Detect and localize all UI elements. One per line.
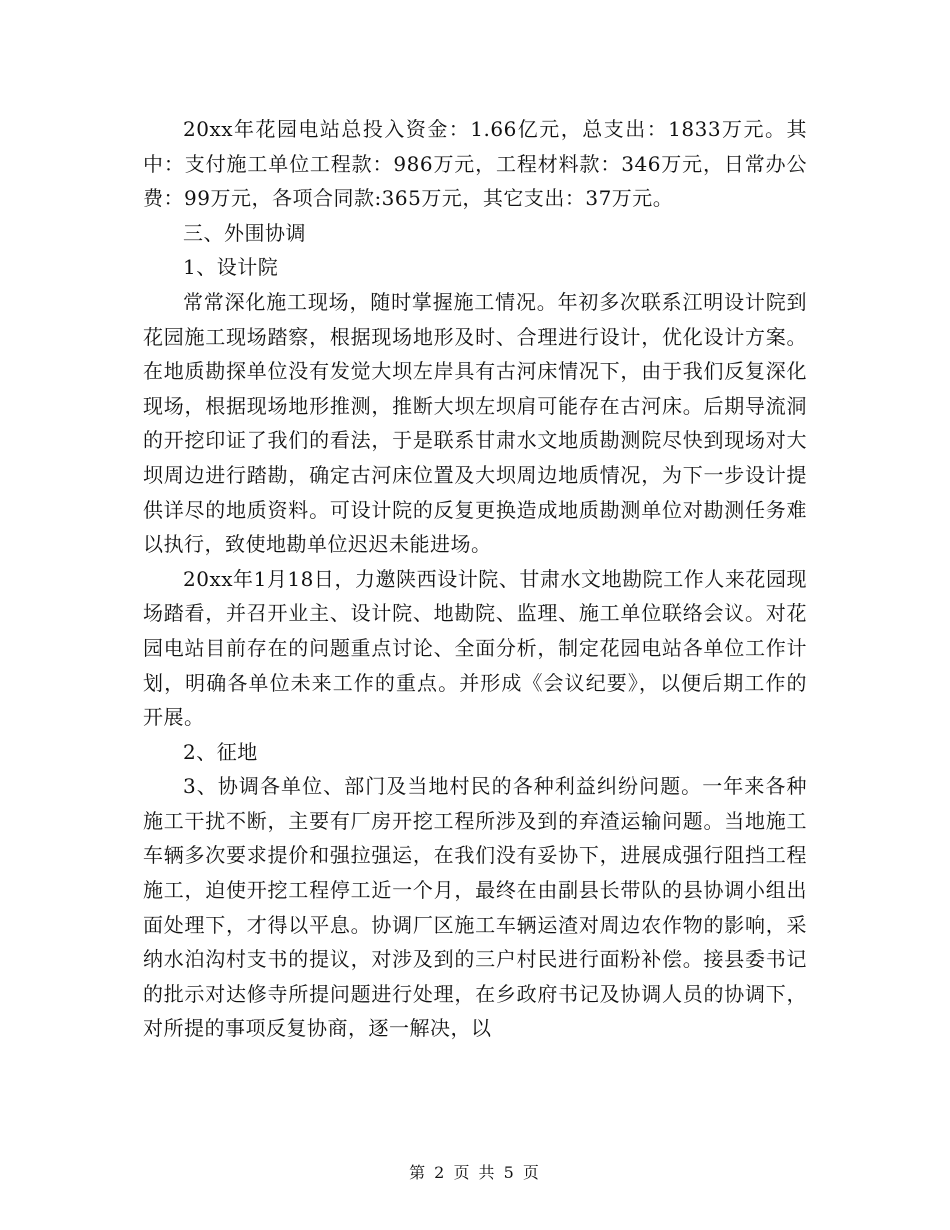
subheading-land-acquisition: 2、征地 xyxy=(183,739,258,764)
paragraph-investment: 20xx年花园电站总投入资金：1.66亿元，总支出：1833万元。其中：支付施工单位工程款：986万元，工程材料款：346万元，日常办公费：99万元，各项合同款:365万元，其它支出：37万元。 xyxy=(143,117,807,211)
paragraph-coordination: 3、协调各单位、部门及当地村民的各种利益纠纷问题。一年来各种施工干扰不断，主要有厂房开挖工程所涉及到的弃渣运输问题。当地施工车辆多次要求提价和强拉强运，在我们没有妥协下，进展成强行阻挡工程施工，迫使开挖工程停工近一个月，最终在由副县长带队的县协调小组出面处理下，才得以平息。协调厂区施工车辆运渣对周边农作物的影响，采纳水泊沟村支书的提议，对涉及到的三户村民进行面粉补偿。接县委书记的批示对达修寺所提问题进行处理，在乡政府书记及协调人员的协调下，对所提的事项反复协商，逐一解决，以 xyxy=(143,774,807,1041)
page-footer: 第 2 页 共 5 页 xyxy=(409,1163,541,1182)
paragraph-meeting: 20xx年1月18日，力邀陕西设计院、甘肃水文地勘院工作人来花园现场踏看，并召开业主、设计院、地勘院、监理、施工单位联络会议。对花园电站目前存在的问题重点讨论、全面分析，制定花园电站各单位工作计划，明确各单位未来工作的重点。并形成《会议纪要》，以便后期工作的开展。 xyxy=(143,566,807,730)
paragraph-design-institute: 常常深化施工现场，随时掌握施工情况。年初多次联系江明设计院到花园施工现场踏察，根据现场地形及时、合理进行设计，优化设计方案。在地质勘探单位没有发觉大坝左岸具有古河床情况下，由于我们反复深化现场，根据现场地形推测，推断大坝左坝肩可能存在古河床。后期导流洞的开挖印证了我们的看法，于是联系甘肃水文地质勘测院尽快到现场对大坝周边进行踏勘，确定古河床位置及大坝周边地质情况，为下一步设计提供详尽的地质资料。可设计院的反复更换造成地质勘测单位对勘测任务难以执行，致使地勘单位迟迟未能进场。 xyxy=(143,289,807,557)
document-body xyxy=(143,112,807,1046)
subheading-design-institute: 1、设计院 xyxy=(183,255,279,280)
section-heading-external-coordination: 三、外围协调 xyxy=(183,220,306,245)
